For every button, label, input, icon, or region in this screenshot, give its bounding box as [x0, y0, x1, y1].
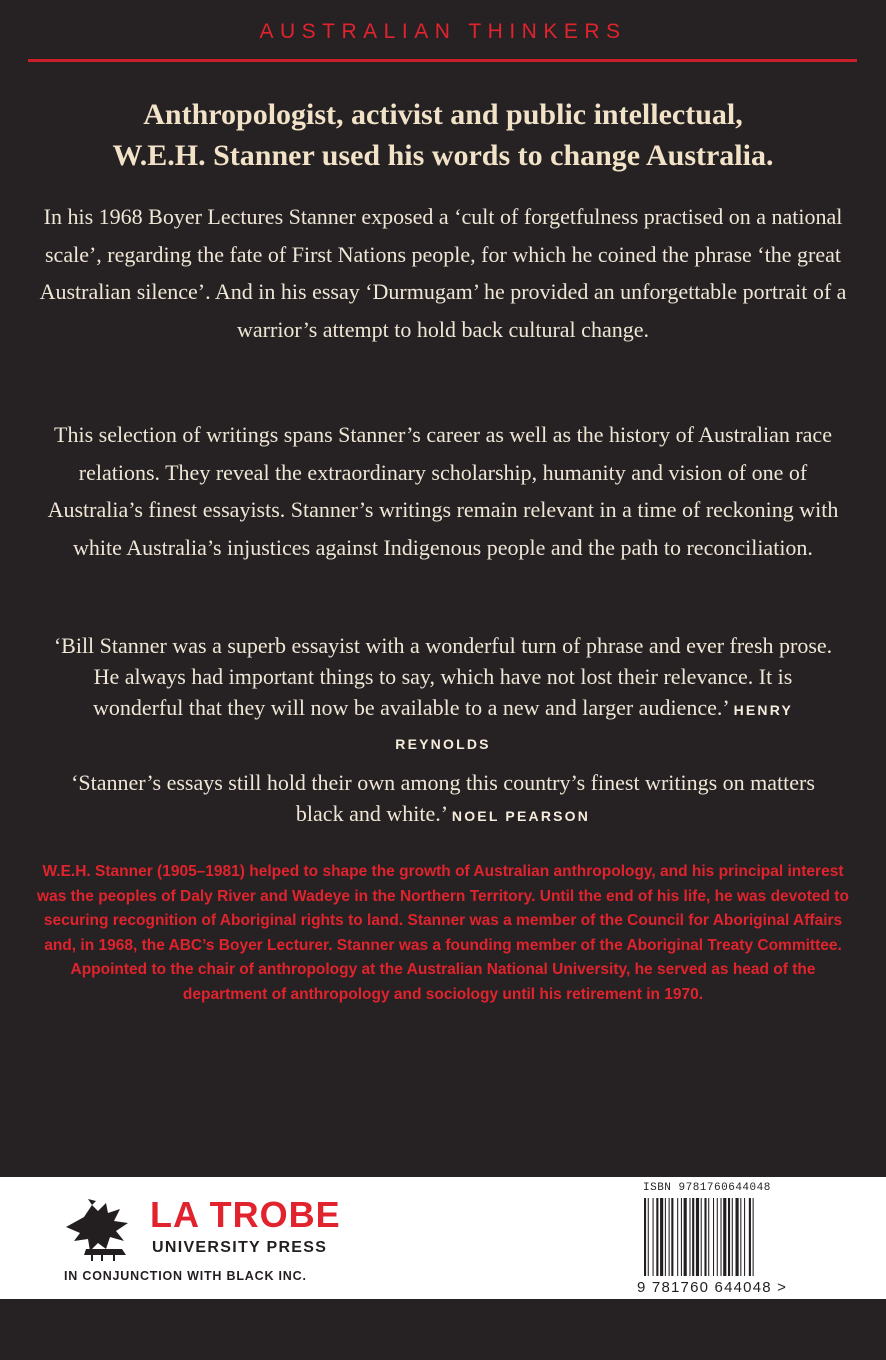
quote-author: NOEL PEARSON [451, 808, 591, 824]
barcode-bars [643, 1198, 818, 1276]
isbn-label: ISBN 9781760644048 [643, 1182, 771, 1194]
headline-line-1: Anthropologist, activist and public intellectual, [143, 98, 743, 131]
quote-text: ‘Stanner’s essays still hold their own among this country’s finest writings on matters black and white.’ [71, 770, 815, 826]
description-paragraph-1: In his 1968 Boyer Lectures Stanner exposed a ‘cult of forgetfulness practised on a national scale’, regarding the fate of First Nations people, for which he coined the phrase ‘the great Australian silence’. And in his essay ‘Durmugam’ he provided an unforgettable portrait of a warrior’s attempt to hold back cultural change. [39, 204, 847, 342]
blurb-quote-1 [50, 630, 836, 760]
publisher-partner: IN CONJUNCTION WITH BLACK INC. [64, 1269, 307, 1283]
eagle-icon [62, 1197, 144, 1263]
barcode-digits: 9 781760 644048 > [637, 1279, 788, 1296]
quote-text: ‘Bill Stanner was a superb essayist with a wonderful turn of phrase and ever fresh prose. He always had important things to say, which have not lost their relevance. It is wonderful that they will now be available to a new and larger audience.’ [53, 633, 833, 720]
footer-panel [0, 1177, 886, 1299]
headline-line-2: W.E.H. Stanner used his words to change Australia. [112, 139, 774, 172]
barcode-block [637, 1182, 843, 1296]
publisher-name-line-2: UNIVERSITY PRESS [152, 1239, 328, 1256]
description-paragraph-2: This selection of writings spans Stanner’s career as well as the history of Australian race relations. They reveal the extraordinary scholarship, humanity and vision of one of Australia’s finest essayists. Stanner’s writings remain relevant in a time of reckoning with white Australia’s injustices against Indigenous people and the path to reconciliation. [47, 422, 839, 560]
quote-author: HENRY REYNOLDS [395, 702, 794, 752]
author-bio: W.E.H. Stanner (1905–1981) helped to shape the growth of Australian anthropology, and his principal interest was the peoples of Daly River and Wadeye in the Northern Territory. Until the end of his life, he was devoted to securing recognition of Aboriginal rights to land. Stanner was a member of the Council for Aboriginal Affairs and, in 1968, the ABC’s Boyer Lecturer. Stanner was a founding member of the Aboriginal Treaty Committee. Appointed to the chair of anthropology at the Australian National University, he served as head of the department of anthropology and sociology until his retirement in 1970. [37, 863, 849, 1003]
series-title: AUSTRALIAN THINKERS [259, 20, 627, 43]
publisher-logo [62, 1195, 362, 1285]
header-rule [28, 59, 857, 62]
blurb-quote-2 [50, 767, 836, 832]
headline [40, 94, 846, 176]
publisher-name-line-1: LA TROBE [150, 1194, 341, 1235]
